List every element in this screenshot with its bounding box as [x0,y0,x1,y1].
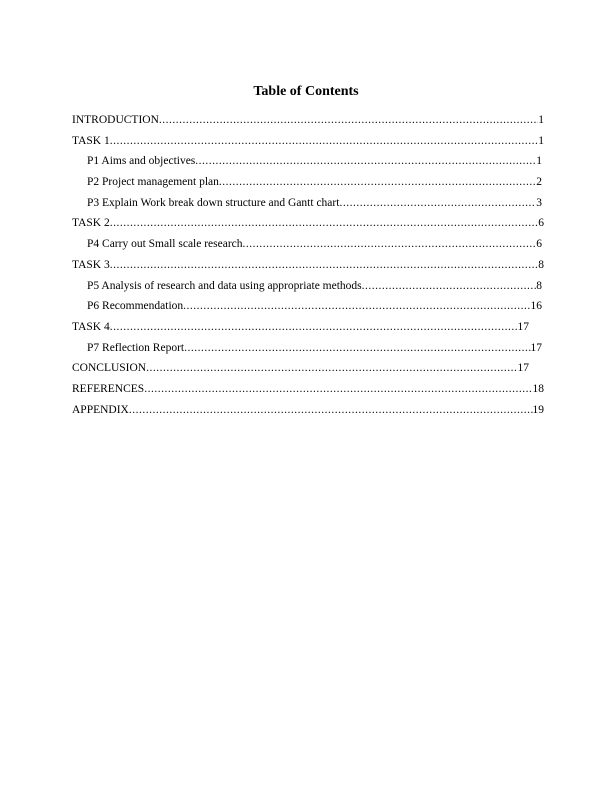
toc-title: Table of Contents [253,84,359,99]
toc-entry-p5[interactable] [72,278,542,299]
toc-page-number: 2 [536,176,542,189]
toc-entry-label: P7 Reflection Report [87,341,185,354]
toc-entry-label: TASK 4 [72,320,110,333]
toc-page-number: 1 [536,155,542,168]
toc-leader-dots [110,133,539,149]
toc-entry-task-3[interactable] [72,257,544,278]
toc-leader-dots [339,195,536,211]
toc-page-number: 6 [536,238,542,251]
toc-leader-dots [110,215,539,231]
toc-entry-label: INTRODUCTION [72,114,159,126]
toc-leader-dots [110,319,518,335]
toc-page-number: 3 [536,196,542,209]
toc-entry-p4[interactable] [72,236,542,257]
toc-page-number: 17 [517,320,529,333]
toc-page-number: 18 [532,382,544,395]
toc-entry-p7[interactable] [72,340,542,361]
toc-leader-dots [195,153,536,169]
toc-page-number: 17 [530,341,542,354]
toc-leader-dots [243,236,537,252]
toc-entry-label: P1 Aims and objectives [87,155,196,168]
toc-entry-references[interactable] [72,381,544,402]
toc-entry-p6[interactable] [72,298,542,319]
toc-leader-dots [129,402,533,418]
toc-entry-task-1[interactable] [72,133,544,154]
toc-entry-conclusion[interactable] [72,360,529,381]
toc-entry-label: TASK 1 [72,134,110,147]
toc-leader-dots [110,257,539,273]
toc-entry-label: P5 Analysis of research and data using appropriate methods [87,279,362,292]
toc-leader-dots [159,112,538,128]
toc-leader-dots [219,174,536,190]
toc-page-number: 19 [532,403,544,416]
toc-entry-label: P6 Recommendation [87,300,184,313]
toc-page-number: 8 [536,279,542,292]
toc-page-number: 8 [538,258,544,271]
toc-entry-label: P3 Explain Work break down structure and Gantt chart [87,196,340,209]
toc-entry-label: P4 Carry out Small scale research [87,238,243,251]
toc-page-number: 16 [530,300,542,313]
toc-leader-dots [183,298,530,314]
toc-entry-p1[interactable] [72,153,542,174]
toc-leader-dots [144,381,532,397]
toc-page-number: 6 [538,217,544,230]
toc-entry-label: CONCLUSION [72,362,147,375]
toc-entry-label: TASK 2 [72,217,110,230]
toc-leader-dots [362,278,537,294]
toc-leader-dots [184,340,530,356]
toc-entry-label: REFERENCES [72,382,145,395]
toc-page-number: 1 [538,134,544,147]
toc-entry-introduction[interactable] [72,112,544,133]
toc-list [72,112,544,422]
toc-page-number: 17 [517,362,529,375]
toc-entry-task-2[interactable] [72,215,544,236]
toc-entry-p3[interactable] [72,195,542,216]
toc-entry-label: P2 Project management plan [87,176,219,189]
toc-entry-label: APPENDIX [72,403,129,416]
toc-page-number: 1 [538,114,544,126]
toc-entry-appendix[interactable] [72,402,544,423]
toc-entry-label: TASK 3 [72,258,110,271]
toc-leader-dots [146,360,517,376]
toc-entry-task-4[interactable] [72,319,529,340]
toc-entry-p2[interactable] [72,174,542,195]
